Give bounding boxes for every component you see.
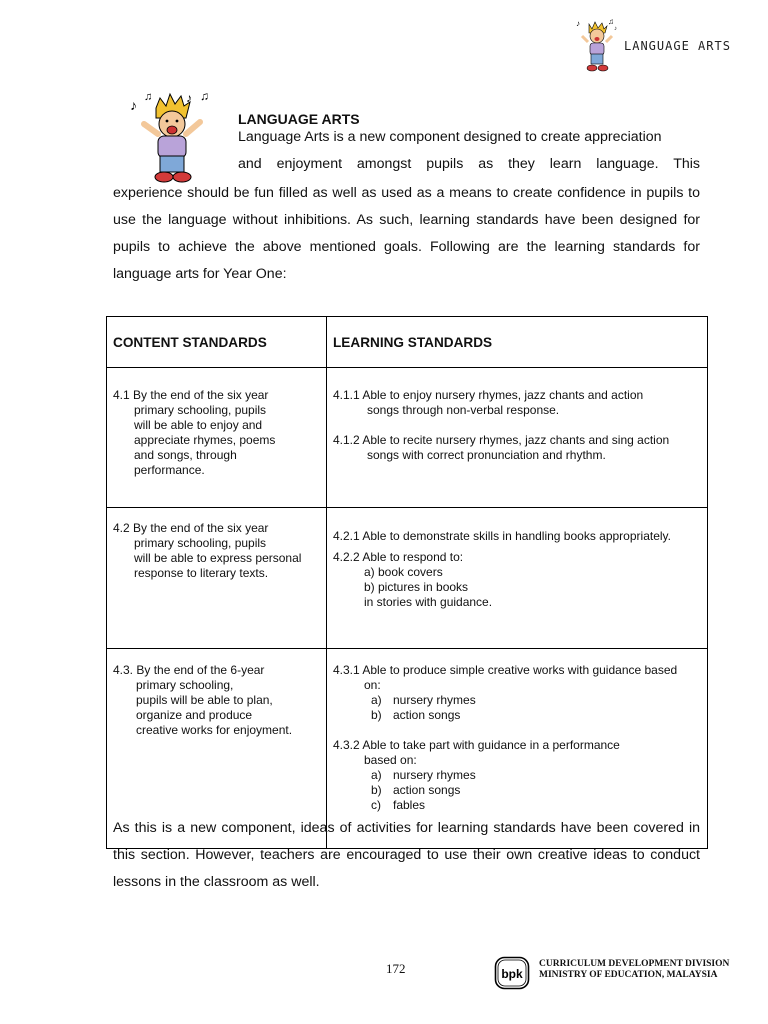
- svg-text:♫: ♫: [608, 17, 614, 26]
- content-standard-text: 4.2 By the end of the six year: [113, 521, 269, 535]
- learning-standard-subitem: [333, 783, 701, 798]
- footer-org-line: MINISTRY OF EDUCATION, MALAYSIA: [539, 970, 718, 980]
- header-title: LANGUAGE ARTS: [624, 39, 731, 53]
- list-text: nursery rhymes: [393, 768, 476, 782]
- bpk-logo-icon: [494, 956, 530, 990]
- footer-org-line: CURRICULUM DEVELOPMENT DIVISION: [539, 959, 730, 969]
- table-row: [107, 368, 708, 508]
- learning-standard-text: 4.3.2 Able to take part with guidance in a performance: [333, 738, 620, 752]
- learning-standard-subitem: [333, 768, 701, 783]
- content-standard-text: appreciate rhymes, poems: [134, 433, 276, 447]
- svg-text:♫: ♫: [144, 91, 153, 103]
- svg-text:♫: ♫: [200, 89, 209, 103]
- learning-standard-subitem: [333, 798, 701, 813]
- content-standard-text: primary schooling, pupils: [134, 403, 267, 417]
- svg-text:♪: ♪: [576, 19, 580, 28]
- learning-standard-text: songs with correct pronunciation and rhythm.: [367, 448, 606, 462]
- intro-paragraph: experience should be fun filled as well as used as a means to create confidence in pupils to use the language without inhibitions. As such, learning standards have been designed for pupils to achieve the above mentioned goals. Following are the learning standards for language arts for Year One:: [113, 185, 700, 282]
- learning-standard-text: 4.2.1 Able to demonstrate skills in handling books appropriately.: [333, 529, 671, 543]
- learning-standard-cell: [327, 508, 708, 649]
- learning-standard-text: based on:: [364, 753, 417, 767]
- content-standard-text: 4.3. By the end of the 6-year: [113, 663, 265, 677]
- svg-text:♪: ♪: [614, 26, 617, 32]
- list-letter: b): [371, 708, 382, 722]
- learning-standard-text: songs through non-verbal response.: [367, 403, 560, 417]
- content-standard-text: creative works for enjoyment.: [136, 723, 293, 737]
- content-standard-text: primary schooling,: [136, 678, 234, 692]
- learning-standard-item: [333, 663, 701, 723]
- list-letter: b): [371, 783, 382, 797]
- svg-text:♪: ♪: [130, 97, 137, 113]
- table-row: [107, 508, 708, 649]
- section-title: LANGUAGE ARTS: [238, 111, 360, 127]
- list-text: action songs: [393, 783, 461, 797]
- list-text: fables: [393, 798, 426, 812]
- learning-standard-subitem: [333, 708, 701, 723]
- footer-organization: [539, 959, 729, 981]
- learning-standard-cell: [327, 368, 708, 508]
- list-letter: a): [371, 768, 382, 782]
- learning-standard-text: 4.1.1 Able to enjoy nursery rhymes, jazz chants and action: [333, 388, 644, 402]
- learning-standard-item: [333, 738, 701, 813]
- content-standard-text: 4.1 By the end of the six year: [113, 388, 269, 402]
- content-standard-text: performance.: [134, 463, 205, 477]
- list-letter: c): [371, 798, 381, 812]
- content-standard-text: primary schooling, pupils: [134, 536, 267, 550]
- learning-standard-text: 4.1.2 Able to recite nursery rhymes, jazz chants and sing action: [333, 433, 670, 447]
- learning-standards-header: LEARNING STANDARDS: [327, 317, 708, 368]
- content-standard-text: organize and produce: [136, 708, 253, 722]
- content-standards-header: CONTENT STANDARDS: [107, 317, 327, 368]
- learning-standard-item: [333, 388, 701, 418]
- intro-text: Language Arts is a new component designed to create appreciation: [238, 129, 662, 145]
- learning-standard-subitem: b) pictures in books: [364, 580, 469, 594]
- learning-standard-subitem: [333, 693, 701, 708]
- learning-standard-text: 4.2.2 Able to respond to:: [333, 550, 464, 564]
- learning-standard-text: 4.3.1 Able to produce simple creative works with guidance based: [333, 663, 678, 677]
- content-standard-text: will be able to express personal: [134, 551, 302, 565]
- singing-boy-icon: [574, 16, 620, 74]
- page-number: 172: [386, 961, 406, 976]
- singing-boy-icon: [128, 88, 216, 184]
- bpk-logo-text: bpk: [501, 967, 523, 981]
- content-standard-text: response to literary texts.: [134, 566, 269, 580]
- list-letter: a): [371, 693, 382, 707]
- content-standard-text: and songs, through: [134, 448, 237, 462]
- intro-text: and enjoyment amongst pupils as they learn language. This: [238, 156, 700, 172]
- learning-standard-text: on:: [364, 678, 381, 692]
- closing-paragraph: As this is a new component, ideas of activities for learning standards have been covered in this section. However, teachers are encouraged to use their own creative ideas to conduct lessons in the classroom as well.: [113, 820, 700, 890]
- content-standard-cell: [107, 508, 327, 649]
- learning-standard-subitem: a) book covers: [364, 565, 443, 579]
- content-standard-cell: [107, 368, 327, 508]
- content-standard-text: pupils will be able to plan,: [136, 693, 273, 707]
- list-text: action songs: [393, 708, 461, 722]
- learning-standard-subitem: in stories with guidance.: [364, 595, 493, 609]
- content-standard-text: will be able to enjoy and: [134, 418, 263, 432]
- standards-table: [106, 316, 708, 849]
- table-header-row: [107, 317, 708, 368]
- svg-text:♪: ♪: [186, 91, 192, 105]
- list-text: nursery rhymes: [393, 693, 476, 707]
- learning-standard-item: [333, 433, 701, 463]
